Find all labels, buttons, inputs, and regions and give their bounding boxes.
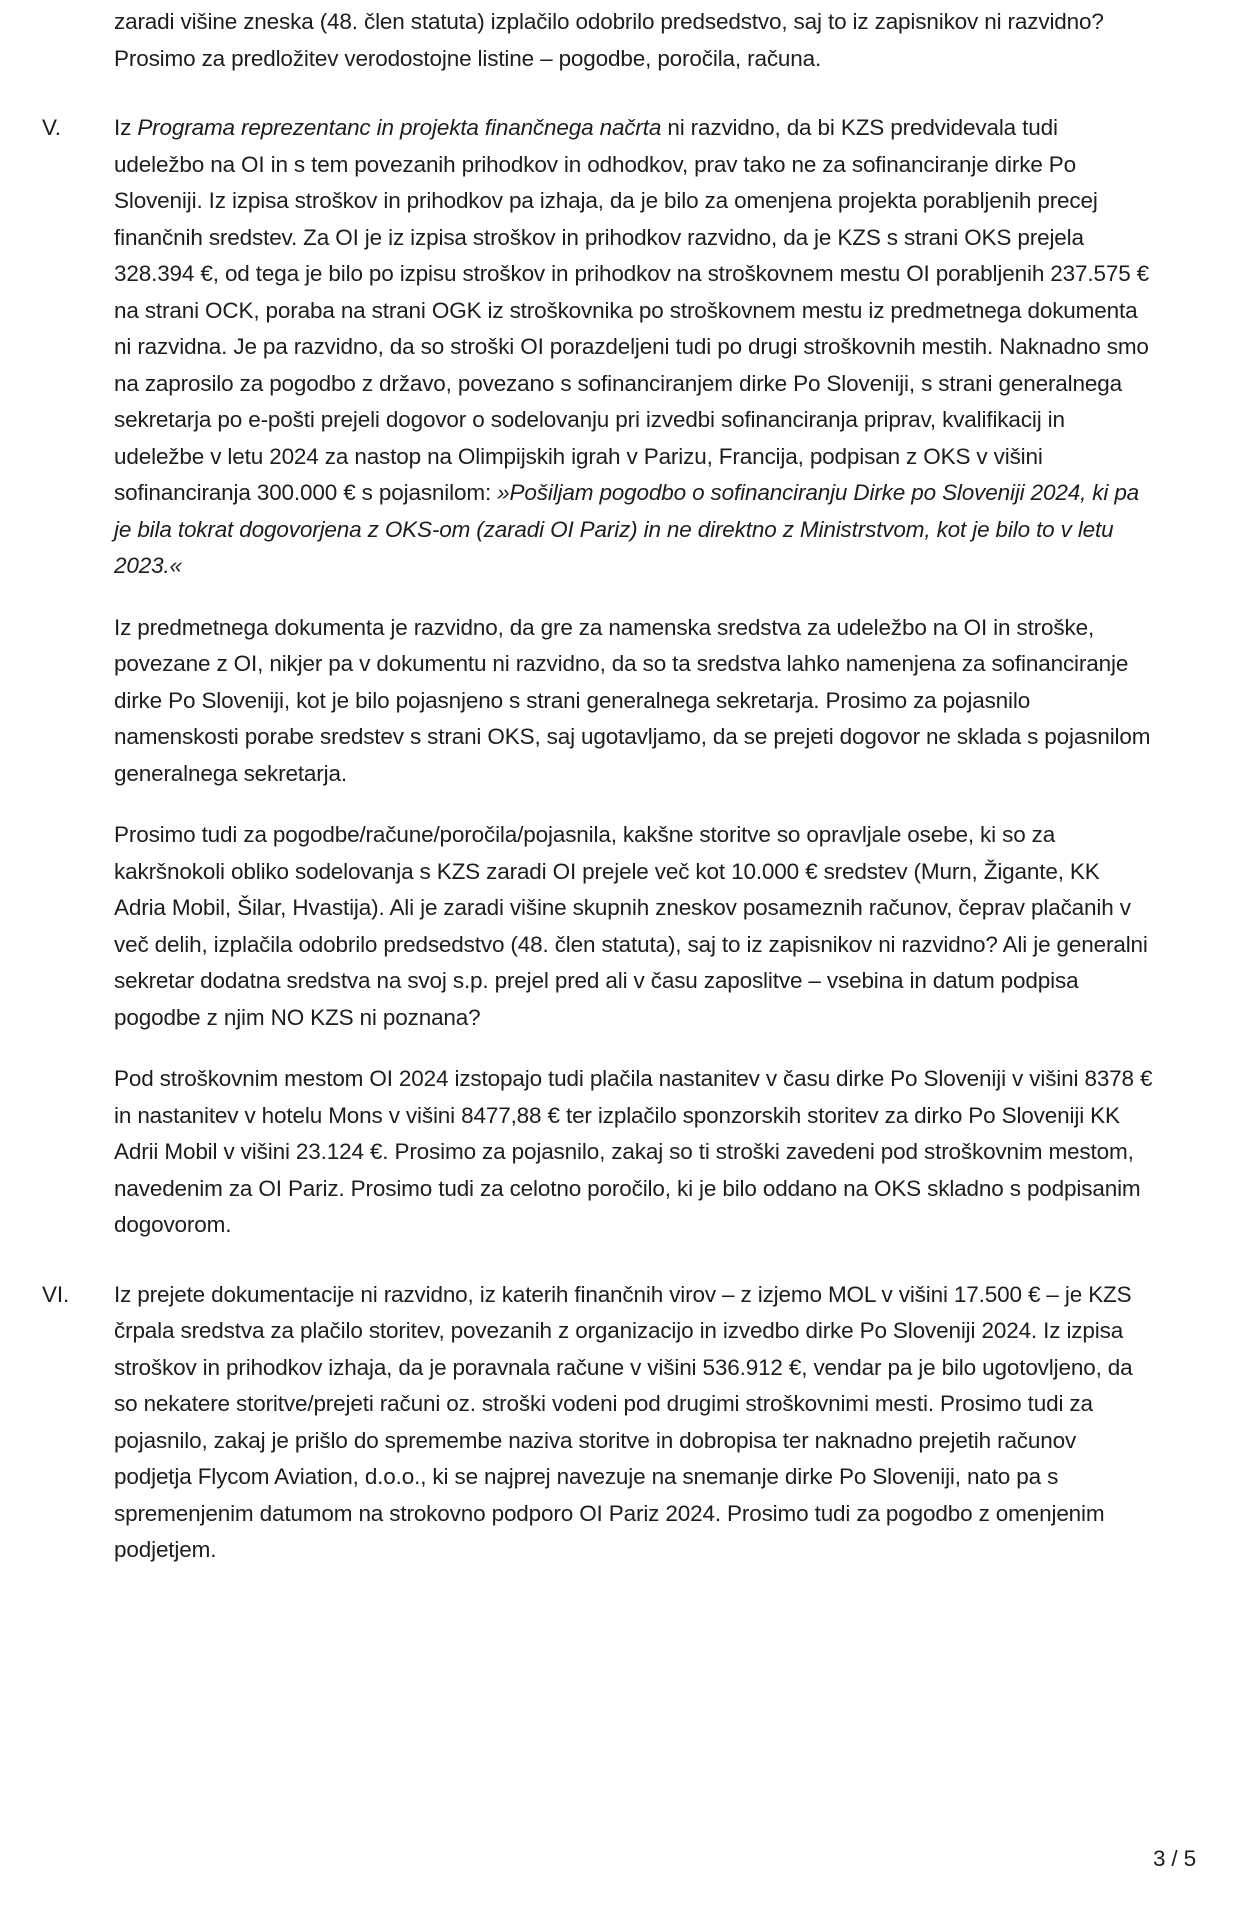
- paragraph: [114, 4, 1154, 77]
- text-run: Iz prejete dokumentacije ni razvidno, iz katerih finančnih virov – z izjemo MOL v višini 17.500 € – je KZS črpala sredstva za plačilo storitev, povezanih z organizacijo in izvedbo dirke Po Sloveniji 2024. Iz izpisa stroškov in prihodkov izhaja, da je poravnala račune v višini 536.912 €, vendar pa je bilo ugotovljeno, da so nekatere storitve/prejeti računi oz. stroški vodeni pod drugimi stroškovnimi mesti. Prosimo tudi za pojasnilo, zakaj je prišlo do spremembe naziva storitve in dobropisa ter naknadno prejetih računov podjetja Flycom Aviation, d.o.o., ki se najprej navezuje na snemanje dirke Po Sloveniji, nato pa s spremenjenim datumom na strokovno podporo OI Pariz 2024. Prosimo tudi za pogodbo z omenjenim podjetjem.: [114, 1281, 1133, 1562]
- paragraph-group: [114, 110, 1154, 1244]
- text-run: Prosimo tudi za pogodbe/račune/poročila/pojasnila, kakšne storitve so opravljale osebe, ki so za kakršnokoli obliko sodelovanja s KZS zaradi OI prejele več kot 10.000 € sredstev (Murn, Žigante, KK Adria Mobil, Šilar, Hvastija). Ali je zaradi višine skupnih zneskov posameznih računov, čeprav plačanih v več delih, izplačila odobrilo predsedstvo (48. člen statuta), saj to iz zapisnikov ni razvidno? Ali je generalni sekretar dodatna sredstva na svoj s.p. prejel pred ali v času zaposlitve – vsebina in datum podpisa pogodbe z njim NO KZS ni poznana?: [114, 822, 1148, 1030]
- paragraph: [114, 817, 1154, 1036]
- paragraph: [114, 1061, 1154, 1244]
- text-run: ni razvidno, da bi KZS predvidevala tudi udeležbo na OI in s tem povezanih prihodkov in odhodkov, prav tako ne za sofinanciranje dirke Po Sloveniji. Iz izpisa stroškov in prihodkov pa izhaja, da je bilo za omenjena projekta porabljenih precej finančnih sredstev. Za OI je iz izpisa stroškov in prihodkov razvidno, da je KZS s strani OKS prejela 328.394 €, od tega je bilo po izpisu stroškov in prihodkov na stroškovnem mestu OI porabljenih 237.575 € na strani OCK, poraba na strani OGK iz stroškovnika po stroškovnem mestu iz predmetnega dokumenta ni razvidna. Je pa razvidno, da so stroški OI porazdeljeni tudi po drugi stroškovnih mestih. Naknadno smo na zaprosilo za pogodbo z državo, povezano s sofinanciranjem dirke Po Sloveniji, s strani generalnega sekretarja po e-pošti prejeli dogovor o sodelovanju pri izvedbi sofinanciranja priprav, kvalifikacij in udeležbe v letu 2024 za nastop na Olimpijskih igrah v Parizu, Francija, podpisan z OKS v višini sofinanciranja 300.000 € s pojasnilom:: [114, 115, 1150, 505]
- paragraph: [114, 110, 1154, 585]
- paragraph: [114, 1277, 1154, 1569]
- paragraph: [114, 610, 1154, 793]
- text-run-italic-quote: »Pošiljam pogodbo o sofinanciranju Dirke po Sloveniji 2024, ki pa je bila tokrat dogovorjena z OKS-om (zaradi OI Pariz) in ne direktno z Ministrstvom, kot je bilo to v letu 2023.«: [114, 480, 1140, 578]
- page-number: 3 / 5: [1152, 1846, 1196, 1871]
- intro-continuation-paragraph: [0, 4, 1236, 77]
- document-body: [0, 4, 1236, 1569]
- item-number: V.: [42, 115, 61, 140]
- text-run: Iz: [114, 115, 138, 140]
- item-v: [0, 110, 1236, 1244]
- text-run-italic: Programa reprezentanc in projekta finančnega načrta: [137, 115, 662, 140]
- text-run: Iz predmetnega dokumenta je razvidno, da gre za namenska sredstva za udeležbo na OI in stroške, povezane z OI, nikjer pa v dokumentu ni razvidno, da so ta sredstva lahko namenjena za sofinanciranje dirke Po Sloveniji, kot je bilo pojasnjeno s strani generalnega sekretarja. Prosimo za pojasnilo namenskosti porabe sredstev s strani OKS, saj ugotavljamo, da se prejeti dogovor ne sklada s pojasnilom generalnega sekretarja.: [114, 614, 1151, 786]
- paragraph-group: [114, 1277, 1154, 1569]
- text-run: zaradi višine zneska (48. člen statuta) izplačilo odobrilo predsedstvo, saj to iz zapisnikov ni razvidno? Prosimo za predložitev verodostojne listine – pogodbe, poročila, računa.: [114, 9, 1104, 71]
- item-vi: [0, 1277, 1236, 1569]
- paragraph-group: [114, 4, 1154, 77]
- text-run: Pod stroškovnim mestom OI 2024 izstopajo tudi plačila nastanitev v času dirke Po Sloveniji v višini 8378 € in nastanitev v hotelu Mons v višini 8477,88 € ter izplačilo sponzorskih storitev za dirko Po Sloveniji KK Adrii Mobil v višini 23.124 €. Prosimo za pojasnilo, zakaj so ti stroški zavedeni pod stroškovnim mestom, navedenim za OI Pariz. Prosimo tudi za celotno poročilo, ki je bilo oddano na OKS skladno s podpisanim dogovorom.: [114, 1066, 1153, 1237]
- item-number: VI.: [42, 1281, 70, 1307]
